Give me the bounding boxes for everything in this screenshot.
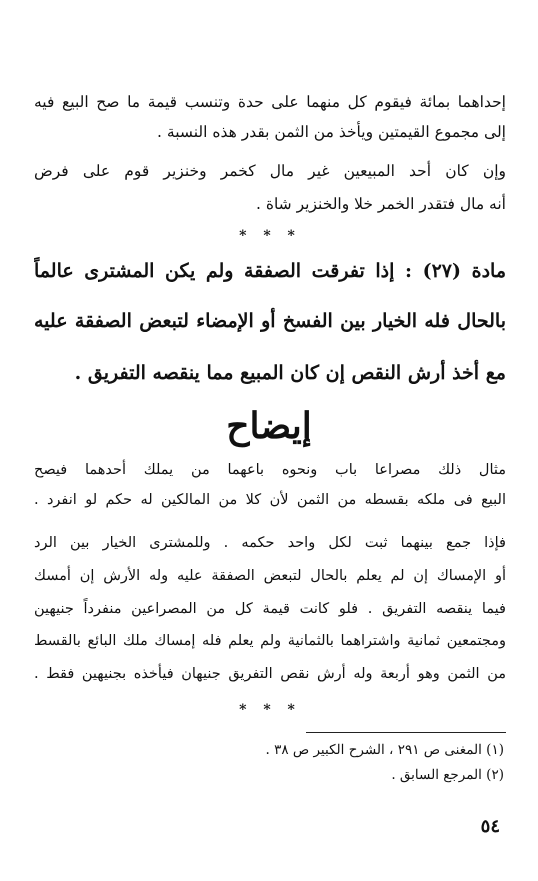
explanation-line: من الثمن وهو أربعة وله أرش نقص التفريق جنيهان فيأخذه بجنيهين فقط . [34, 666, 506, 682]
section-separator: * * * [239, 228, 301, 244]
footnote-rule [306, 732, 506, 733]
paragraph-line: وإن كان أحد المبيعين غير مال كخمر وخنزير قوم على فرض [34, 162, 506, 180]
explanation-line: ومجتمعين ثمانية واشتراهما بالثمانية ولم يعلم فله إمساك ملك البائع بالقسط [34, 633, 506, 649]
footnote: (١) المغنى ص ٢٩١ ، الشرح الكبير ص ٣٨ . [265, 742, 504, 758]
explanation-line: البيع فى ملكه بقسطه من الثمن لأن كلا من المالكين له حكم لو انفرد . [34, 492, 506, 508]
article-line: مادة (٢٧) : إذا تفرقت الصفقة ولم يكن المشترى عالماً [34, 260, 506, 282]
explanation-line: مثال ذلك مصراعا باب ونحوه باعهما من يملك أحدهما فيصح [34, 462, 506, 478]
explanation-line: فإذا جمع بينهما ثبت لكل واحد حكمه . وللمشترى الخيار بين الرد [34, 535, 506, 551]
paragraph-line: إلى مجموع القيمتين ويأخذ من الثمن بقدر هذه النسبة . [157, 123, 506, 141]
section-separator: * * * [239, 702, 301, 718]
paragraph-line: إحداهما بمائة فيقوم كل منهما على حدة وتنسب قيمة ما صح البيع فيه [34, 93, 506, 111]
page-number: ٥٤ [480, 816, 500, 837]
footnote: (٢) المرجع السابق . [391, 767, 504, 783]
explanation-line: فيما ينقصه التفريق . فلو كانت قيمة كل من المصراعين منفرداً جنيهين [34, 601, 506, 617]
section-heading: إيضاح [226, 405, 312, 447]
article-line: بالحال فله الخيار بين الفسخ أو الإمضاء لتبعض الصفقة عليه [34, 310, 506, 332]
explanation-line: أو الإمساك إن لم يعلم بالحال لتبعض الصفقة عليه وله الأرش إن أمسك [34, 568, 506, 584]
article-line: مع أخذ أرش النقص إن كان المبيع مما ينقصه التفريق . [74, 362, 506, 384]
paragraph-line: أنه مال فتقدر الخمر خلا والخنزير شاة . [255, 195, 506, 213]
